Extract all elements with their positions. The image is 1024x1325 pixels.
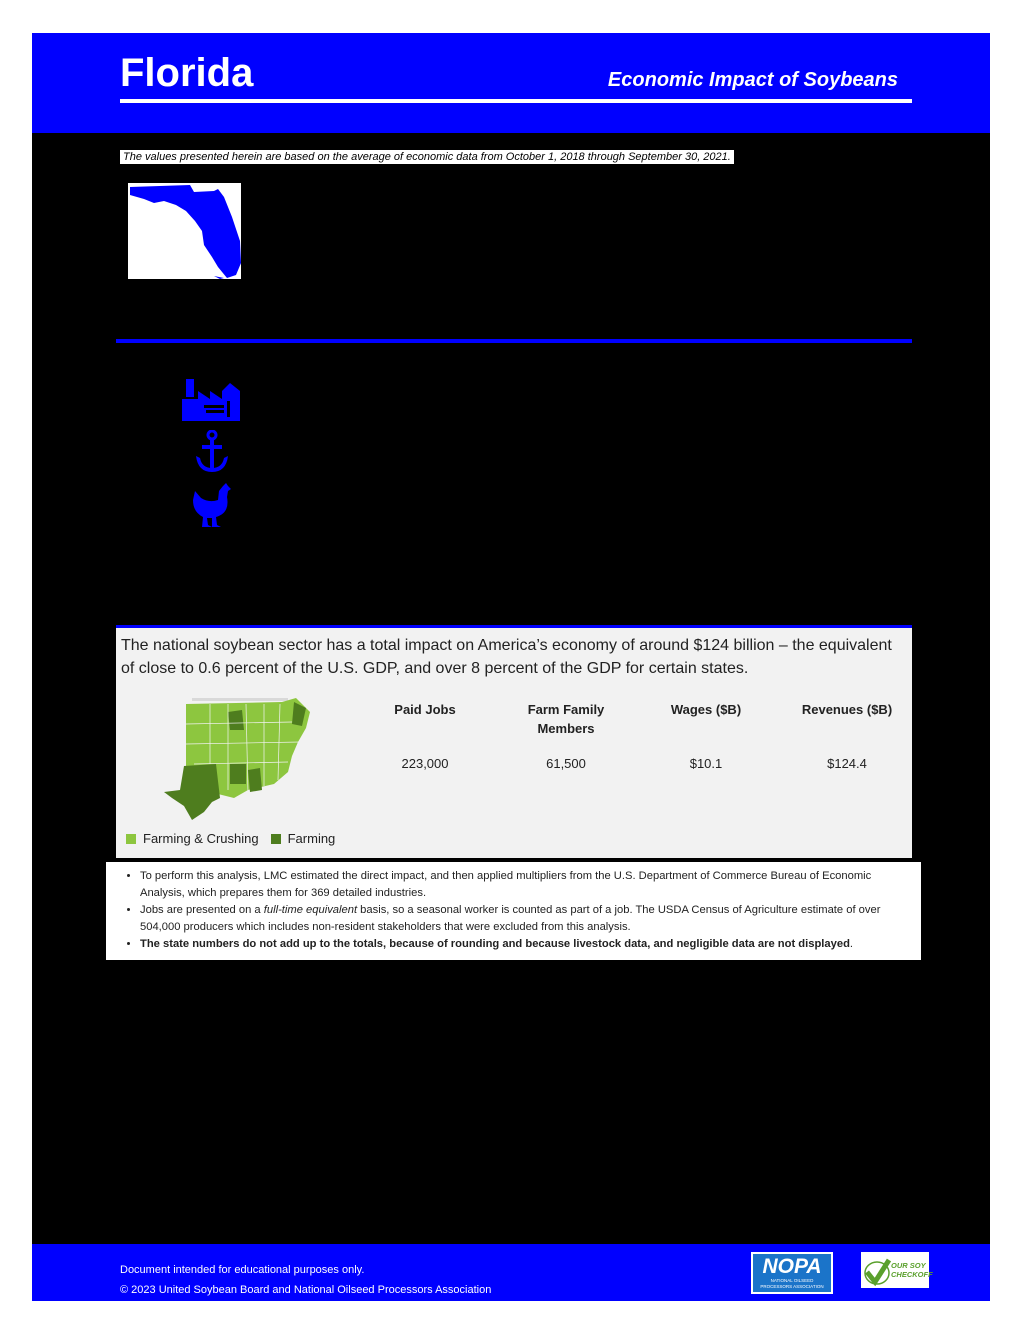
note-item	[140, 868, 913, 902]
nopa-logo-subtext: NATIONAL OILSEED PROCESSORS ASSOCIATION	[760, 1278, 824, 1289]
stat-header: Paid Jobs	[394, 702, 456, 717]
legend-label-farming-crushing: Farming & Crushing	[143, 831, 259, 846]
stat-header: Revenues ($B)	[801, 702, 893, 717]
national-summary: The national soybean sector has a total impact on America’s economy of around $124 billion – the equivalent of close to 0.6 percent of the U.S. GDP, and over 8 percent of the GDP for certain states.	[121, 637, 892, 677]
page-subtitle: Economic Impact of Soybeans	[607, 69, 898, 91]
footer-copyright: © 2023 United Soybean Board and National Oilseed Processors Association	[120, 1284, 492, 1296]
us-soybean-states-map	[164, 694, 314, 824]
note-bold-text: The state numbers do not add up to the totals, because of rounding and because livestock data, and negligible data are not displayed	[140, 938, 850, 950]
note-emphasis: full-time equivalent	[263, 904, 358, 916]
legend-label-farming: Farming	[287, 831, 336, 846]
stat-header: Farm Family Members	[527, 702, 605, 736]
stat-wages	[636, 700, 776, 771]
note-text: .	[849, 938, 854, 950]
stat-paid-jobs	[355, 700, 495, 771]
stat-value: $10.1	[689, 756, 723, 771]
stat-header: Wages ($B)	[670, 702, 742, 717]
footer-disclaimer: Document intended for educational purposes only.	[120, 1264, 365, 1276]
stat-value: 61,500	[546, 756, 586, 771]
page-title: Florida	[120, 51, 254, 95]
note-text: basis, so a seasonal worker is counted as part of a job. The USDA Census of Agriculture estimate of over 504,000 producers which includes non-resident stakeholders that were excluded from this analysis.	[140, 904, 881, 933]
stat-farm-family-members	[496, 700, 636, 771]
nopa-logo	[751, 1252, 833, 1294]
footer-band	[32, 1244, 990, 1301]
legend-swatch-farming	[271, 834, 281, 844]
stat-revenues	[777, 700, 917, 771]
note-item	[140, 902, 913, 936]
section-divider	[116, 339, 912, 343]
florida-map	[128, 183, 241, 279]
page	[32, 33, 990, 1301]
chicken-icon	[190, 483, 234, 534]
national-impact-panel	[116, 625, 912, 858]
header-rule	[120, 99, 912, 103]
stat-value: 223,000	[401, 756, 449, 771]
stat-value: $124.4	[827, 756, 867, 771]
nopa-logo-text: NOPA	[762, 1255, 822, 1278]
note-item	[140, 936, 913, 953]
date-note: The values presented herein are based on the average of economic data from October 1, 2018 through September 30, 2021.	[120, 150, 734, 164]
legend-swatch-farming-crushing	[126, 834, 136, 844]
soy-checkoff-logo	[861, 1252, 933, 1288]
note-text: Jobs are presented on a	[140, 904, 264, 916]
anchor-icon	[193, 430, 231, 479]
note-text: To perform this analysis, LMC estimated the direct impact, and then applied multipliers from the U.S. Department of Commerce Bureau of Economic Analysis, which prepares them for 369 detailed industries.	[140, 870, 872, 899]
soy-checkoff-logo-text: OUR SOY CHECKOFF	[891, 1261, 933, 1279]
factory-icon	[180, 377, 242, 428]
methodology-notes	[106, 862, 921, 960]
map-legend	[126, 831, 335, 846]
header-band	[32, 33, 990, 133]
